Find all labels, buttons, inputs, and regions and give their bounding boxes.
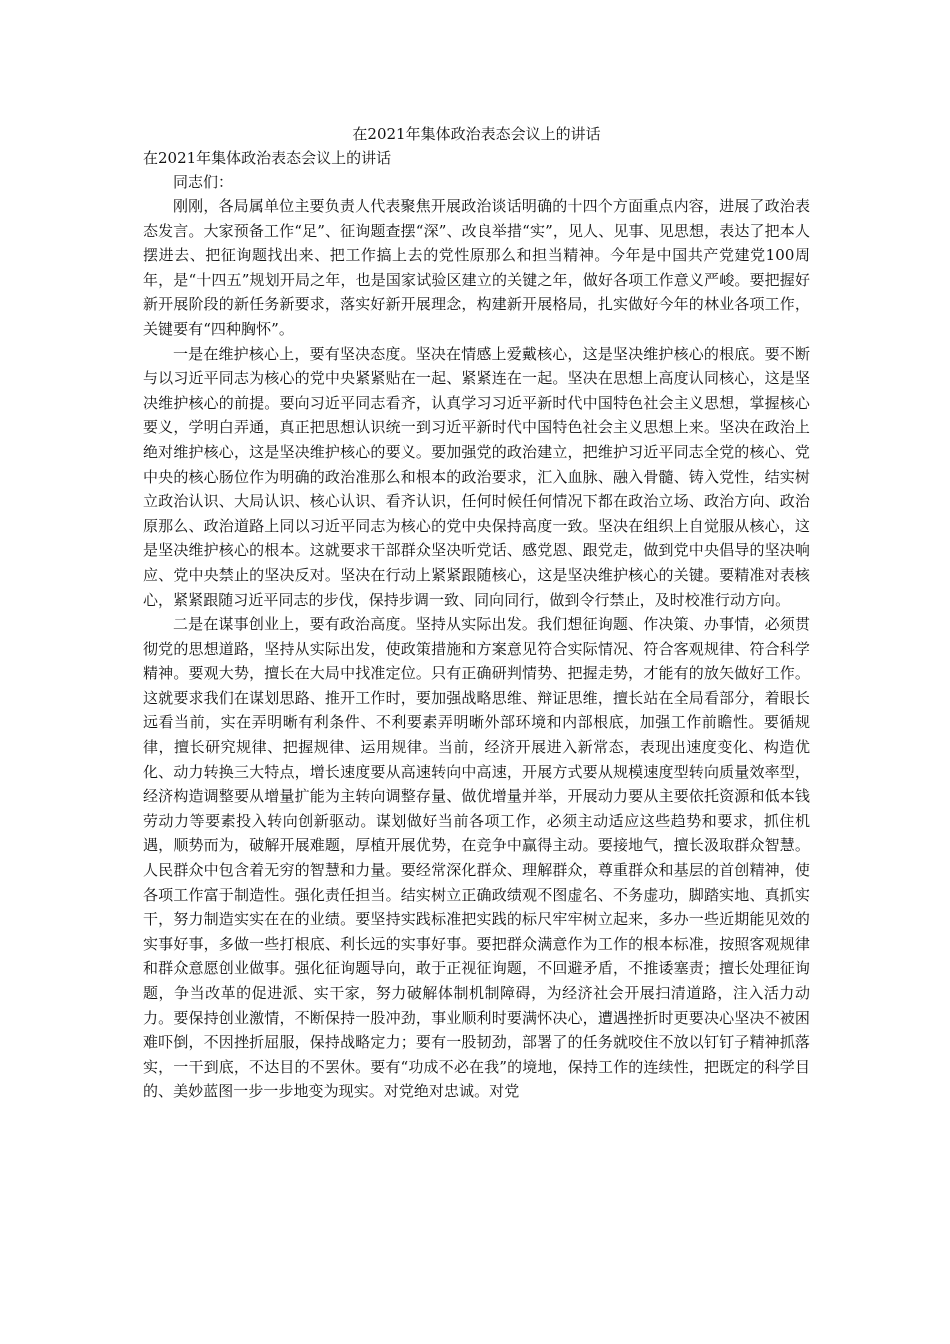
document-title: 在2021年集体政治表态会议上的讲话 — [352, 125, 601, 143]
document-page — [143, 122, 810, 1104]
paragraph-second-point: 二是在谋事创业上，要有政治高度。坚持从实际出发。我们想征询题、作决策、办事情，必须贯彻党的思想道路，坚持从实际出发，使政策措施和方案意见符合实际情况、符合客观规律、符合科学精神。要观大势，擅长在大局中找准定位。只有正确研判情势、把握走势，才能有的放矢做好工作。这就要求我们在谋划思路、推开工作时，要加强战略思维、辩证思维，擅长站在全局看部分，着眼长远看当前，实在弄明晰有利条件、不利要素弄明晰外部环境和内部根底，加强工作前瞻性。要循规律，擅长研究规律、把握规律、运用规律。当前，经济开展进入新常态，表现出速度变化、构造优化、动力转换三大特点，增长速度要从高速转向中高速，开展方式要从规模速度型转向质量效率型，经济构造调整要从增量扩能为主转向调整存量、做优增量并举，开展动力要从主要依托资源和低本钱劳动力等要素投入转向创新驱动。谋划做好当前各项工作，必须主动适应这些趋势和要求，抓住机遇，顺势而为，破解开展难题，厚植开展优势，在竞争中赢得主动。要接地气，擅长汲取群众智慧。人民群众中包含着无穷的智慧和力量。要经常深化群众、理解群众，尊重群众和基层的首创精神，使各项工作富于制造性。强化责任担当。结实树立正确政绩观不图虚名、不务虚功，脚踏实地、真抓实干，努力制造实实在在的业绩。要坚持实践标准把实践的标尺牢牢树立起来，多办一些近期能见效的实事好事，多做一些打根底、利长远的实事好事。要把群众满意作为工作的根本标准，按照客观规律和群众意愿创业做事。强化征询题导向，敢于正视征询题，不回避矛盾，不推诿塞责；擅长处理征询题，争当改革的促进派、实干家，努力破解体制机制障碍，为经济社会开展扫清道路，注入活力动力。要保持创业激情，不断保持一股冲劲，事业顺利时要满怀决心，遭遇挫折时更要决心坚决不被困难吓倒，不因挫折屈服，保持战略定力；要有一股韧劲，部署了的任务就咬住不放以钉钉子精神抓落实，一干到底，不达目的不罢休。要有“功成不必在我”的境地，保持工作的连续性，把既定的科学目的、美妙蓝图一步一步地变为现实。对党绝对忠诚。对党 — [143, 615, 810, 1101]
document-subtitle: 在2021年集体政治表态会议上的讲话 — [143, 149, 392, 167]
salutation: 同志们： — [173, 173, 234, 191]
paragraph-intro: 刚刚，各局属单位主要负责人代表聚焦开展政治谈话明确的十四个方面重点内容，进展了政治表态发言。大家预备工作“足”、征询题查摆“深”、改良举措“实”，见人、见事、见思想，表达了把本人摆进去、把征询题找出来、把工作搞上去的党性原那么和担当精神。今年是中国共产党建党100周年，是“十四五”规划开局之年，也是国家试验区建立的关键之年，做好各项工作意义严峻。要把握好新开展阶段的新任务新要求，落实好新开展理念，构建新开展格局，扎实做好今年的林业各项工作，关键要有“四种胸怀”。 — [143, 197, 810, 338]
paragraph-first-point: 一是在维护核心上，要有坚决态度。坚决在情感上爱戴核心，这是坚决维护核心的根底。要不断与以习近平同志为核心的党中央紧紧贴在一起、紧紧连在一起。坚决在思想上高度认同核心，这是坚决维护核心的前提。要向习近平同志看齐，认真学习习近平新时代中国特色社会主义思想，掌握核心要义，学明白弄通，真正把思想认识统一到习近平新时代中国特色社会主义思想上来。坚决在政治上绝对维护核心，这是坚决维护核心的要义。要加强党的政治建立，把维护习近平同志全党的核心、党中央的核心肠位作为明确的政治准那么和根本的政治要求，汇入血脉、融入骨髓、铸入党性，结实树立政治认识、大局认识、核心认识、看齐认识，任何时候任何情况下都在政治立场、政治方向、政治原那么、政治道路上同以习近平同志为核心的党中央保持高度一致。坚决在组织上自觉服从核心，这是坚决维护核心的根本。这就要求干部群众坚决听党话、感党恩、跟党走，做到党中央倡导的坚决响应、党中央禁止的坚决反对。坚决在行动上紧紧跟随核心，这是坚决维护核心的关键。要精准对表核心，紧紧跟随习近平同志的步伐，保持步调一致、同向同行，做到令行禁止，及时校准行动方向。 — [143, 344, 810, 609]
